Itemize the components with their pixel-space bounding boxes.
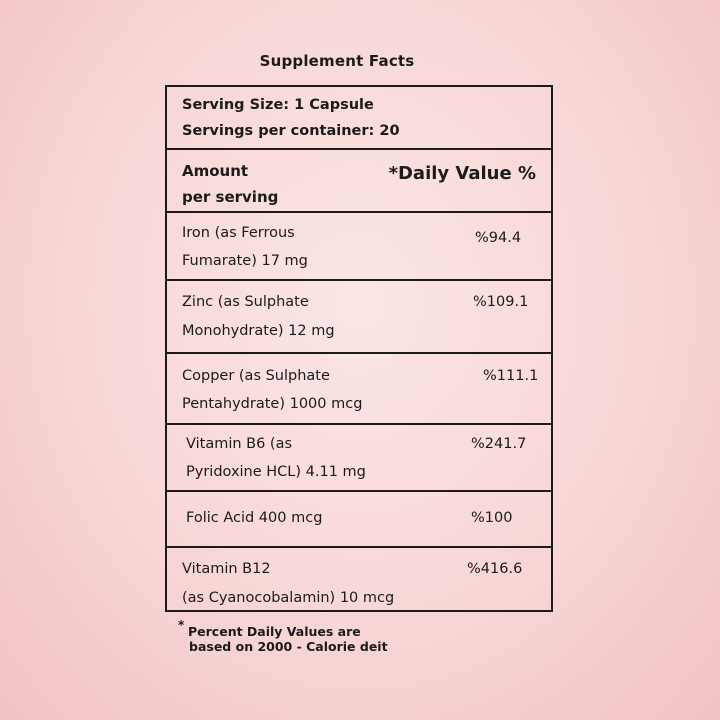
amount-label-line1: Amount (182, 162, 249, 180)
nutrient-name-line1: Zinc (as Sulphate (182, 294, 309, 310)
header-row (167, 150, 551, 213)
nutrient-daily-value: %416.6 (467, 561, 523, 577)
daily-value-header: *Daily Value % (388, 163, 536, 184)
nutrient-name-line1: Iron (as Ferrous (182, 225, 295, 241)
serving-size: Serving Size: 1 Capsule (182, 97, 374, 113)
servings-per-container: Servings per container: 20 (182, 123, 400, 139)
nutrient-daily-value: %100 (471, 510, 513, 526)
nutrient-daily-value: %111.1 (483, 368, 539, 384)
nutrient-daily-value: %109.1 (473, 294, 529, 310)
nutrient-row-copper (167, 354, 551, 425)
amount-label-line2: per serving (182, 188, 279, 206)
nutrient-row-vitamin-b6 (167, 425, 551, 492)
nutrient-row-zinc (167, 281, 551, 354)
nutrient-name-line1: Vitamin B6 (as (186, 436, 293, 452)
nutrient-row-folic-acid (167, 492, 551, 548)
serving-info-row (167, 87, 551, 150)
page-title: Supplement Facts (259, 52, 415, 70)
nutrient-name-line2: Fumarate) 17 mg (182, 253, 308, 269)
footnote-line2: based on 2000 - Calorie deit (189, 639, 388, 654)
nutrient-name-line1: Vitamin B12 (182, 561, 271, 577)
footnote-asterisk: * (178, 618, 185, 632)
nutrient-name-line1: Folic Acid 400 mcg (186, 510, 323, 526)
nutrient-name-line2: Pentahydrate) 1000 mcg (182, 396, 363, 412)
nutrient-row-iron (167, 213, 551, 281)
supplement-facts-table (165, 85, 553, 612)
nutrient-daily-value: %241.7 (471, 436, 527, 452)
nutrient-daily-value: %94.4 (475, 230, 522, 246)
footnote-line1: Percent Daily Values are (188, 624, 361, 639)
nutrient-name-line2: (as Cyanocobalamin) 10 mcg (182, 590, 395, 606)
nutrient-name-line2: Monohydrate) 12 mg (182, 323, 335, 339)
nutrient-row-vitamin-b12 (167, 548, 551, 610)
nutrient-name-line2: Pyridoxine HCL) 4.11 mg (186, 464, 366, 480)
nutrient-name-line1: Copper (as Sulphate (182, 368, 330, 384)
